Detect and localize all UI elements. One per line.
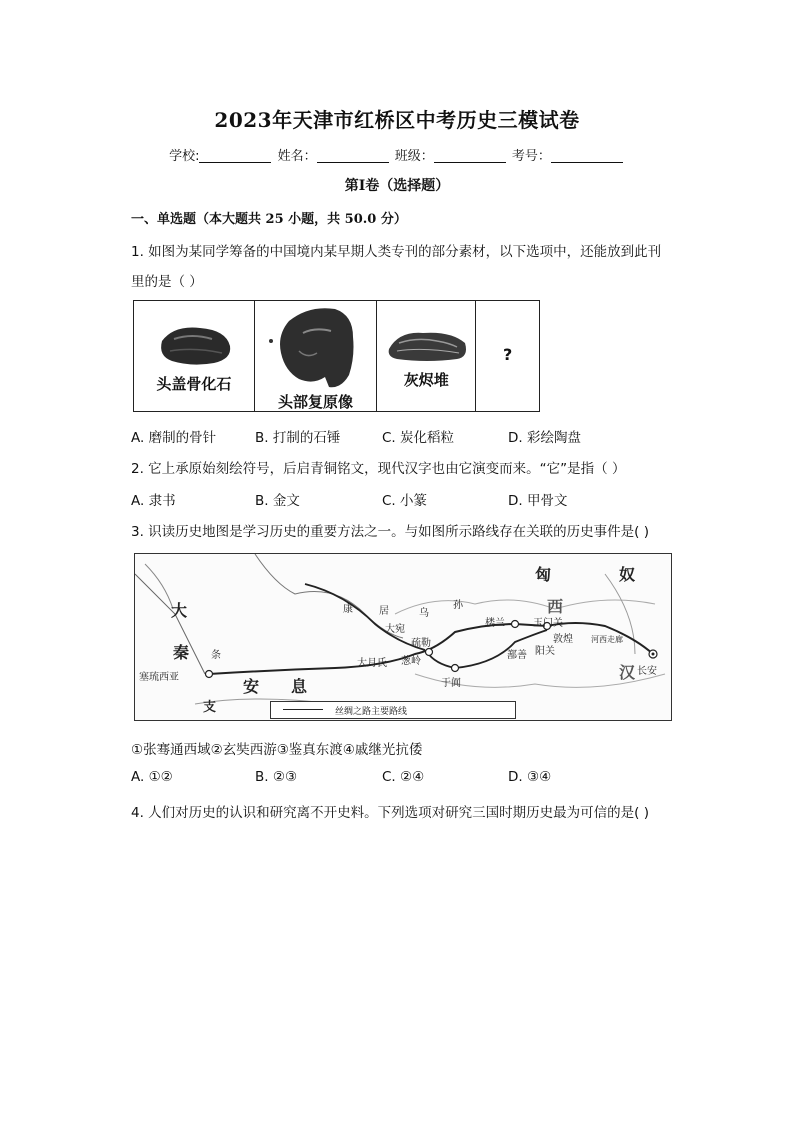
exam-number-label: 考号：: [511, 149, 551, 164]
volume-heading: 第I卷（选择题）: [344, 178, 450, 194]
q2-stem: 2. 它上承原始刻绘符号，后启青铜铭文，现代汉字也由它演变而来。“它”是指（ ）: [131, 461, 626, 477]
head-restoration-caption: 头部复原像: [278, 393, 354, 411]
school-label: 学校:: [169, 149, 200, 164]
map-label-yangguan: 阳关: [535, 646, 555, 657]
skull-fossil-cell: [134, 301, 255, 411]
q3-option-b[interactable]: B. ②③: [255, 769, 298, 785]
map-label-changan: 长安: [637, 666, 657, 677]
q3-option-c[interactable]: C. ②④: [382, 769, 425, 785]
map-label-xiong: 匈: [535, 565, 552, 584]
q1-option-b[interactable]: B. 打制的石锤: [255, 430, 341, 446]
legend-text: 丝绸之路主要路线: [335, 707, 408, 717]
q1-stem-line2: 里的是（ ）: [131, 274, 203, 290]
legend-line: [283, 709, 323, 710]
page-title: 2023年天津市红桥区中考历史三模试卷: [214, 108, 580, 132]
map-label-shule: 疏勒: [411, 638, 431, 649]
q3-stem: 3. 识读历史地图是学习历史的重要方法之一。与如图所示路线存在关联的历史事件是( ): [131, 524, 649, 540]
ash-pile-caption: 灰烬堆: [403, 371, 449, 389]
map-label-xi-han-1: 西: [547, 597, 564, 616]
silk-road-map: [134, 553, 672, 721]
map-legend: [270, 701, 516, 719]
map-label-qin: 秦: [173, 643, 190, 662]
section-heading: 一、单选题（本大题共 25 小题，共 50.0 分）: [131, 212, 407, 227]
map-label-hexi-corridor: 河西走廊: [591, 635, 623, 644]
q1-option-d[interactable]: D. 彩绘陶盘: [508, 430, 581, 446]
map-label-kang: 康: [343, 604, 353, 615]
map-label-han: 汉: [619, 663, 636, 682]
map-label-dawan: 大宛: [385, 624, 405, 635]
q1-option-a[interactable]: A. 磨制的骨针: [131, 430, 217, 446]
skull-fossil-caption: 头盖骨化石: [156, 375, 232, 393]
map-label-an: 安: [243, 677, 260, 696]
q1-stem-line1: 1. 如图为某同学筹备的中国境内某早期人类专刊的部分素材，以下选项中，还能放到此刊: [131, 244, 662, 260]
map-label-wu: 乌: [419, 608, 429, 619]
name-blank[interactable]: [317, 148, 389, 163]
map-label-dunhuang: 敦煌: [553, 634, 573, 645]
map-label-ju: 居: [379, 606, 389, 617]
q2-option-a[interactable]: A. 隶书: [131, 493, 176, 509]
q4-stem: 4. 人们对历史的认识和研究离不开史料。下列选项对研究三国时期历史最为可信的是( ): [131, 805, 649, 821]
map-label-zhi: 支: [203, 700, 217, 715]
map-label-yutian: 于阗: [441, 678, 461, 689]
map-label-yumenguan: 玉门关: [533, 618, 563, 629]
class-label: 班级：: [394, 149, 434, 164]
q2-option-c[interactable]: C. 小篆: [382, 493, 428, 509]
class-blank[interactable]: [434, 148, 506, 163]
q3-option-d[interactable]: D. ③④: [508, 769, 552, 785]
ash-pile-cell: [377, 301, 476, 411]
map-label-nu: 奴: [619, 565, 636, 584]
map-label-da: 大: [171, 601, 188, 620]
map-label-seleucia: 塞琉西亚: [139, 672, 179, 683]
map-label-loulan: 楼兰: [485, 618, 505, 629]
map-label-sun: 孙: [453, 600, 463, 611]
question-mark: ?: [502, 345, 513, 364]
map-label-tiao: 条: [211, 650, 221, 661]
map-label-xi: 息: [291, 677, 308, 696]
school-blank[interactable]: [199, 148, 271, 163]
student-info-fields: [0, 145, 794, 164]
q1-image-table: [133, 300, 540, 412]
skull-fossil-image: [134, 301, 254, 411]
q1-option-c[interactable]: C. 炭化稻粒: [382, 430, 455, 446]
q3-option-a[interactable]: A. ①②: [131, 769, 173, 785]
map-label-congling: 葱岭: [401, 656, 421, 667]
head-restoration-cell: [255, 301, 378, 411]
ash-pile-image: [377, 301, 475, 411]
q3-statement: ①张骞通西域②玄奘西游③鉴真东渡④戚继光抗倭: [131, 742, 423, 758]
map-label-shanshan: 鄯善: [507, 650, 527, 661]
exam-number-blank[interactable]: [551, 148, 623, 163]
unknown-item-cell: [476, 301, 539, 411]
q2-option-b[interactable]: B. 金文: [255, 493, 300, 509]
q2-option-d[interactable]: D. 甲骨文: [508, 493, 568, 509]
map-label-dayuezhi: 大月氏: [357, 658, 387, 669]
name-label: 姓名：: [277, 149, 317, 164]
